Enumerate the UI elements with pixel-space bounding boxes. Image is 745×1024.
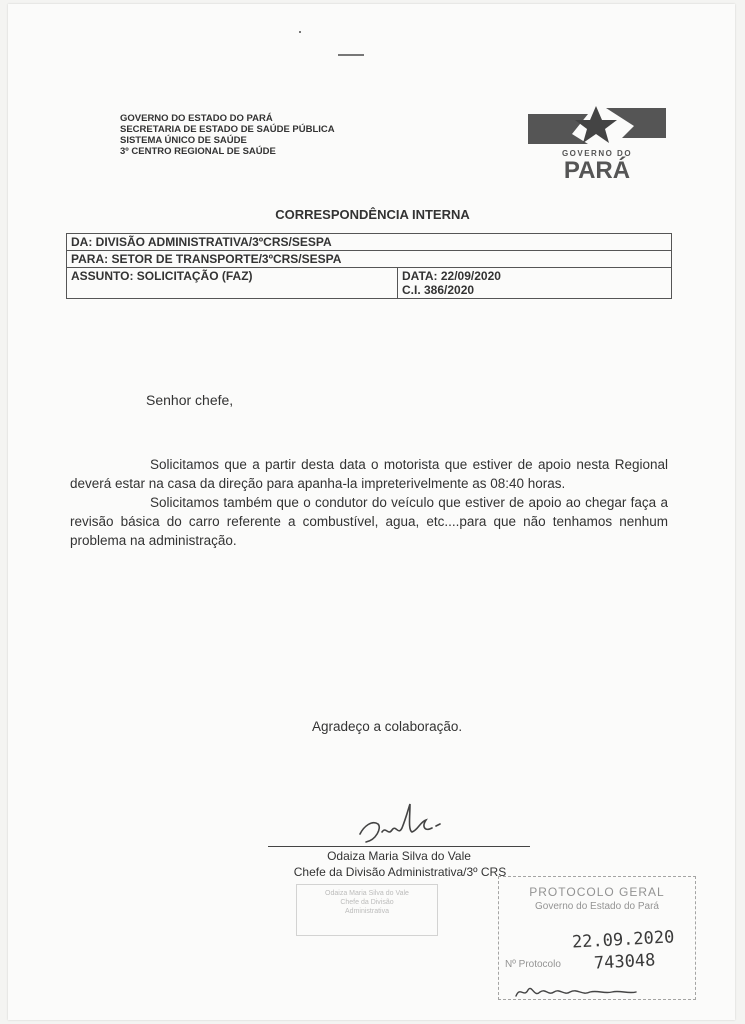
closing: Agradeço a colaboração.	[312, 719, 463, 734]
logo-flag-left-shape	[528, 114, 588, 144]
info-row-from	[67, 234, 672, 251]
letterhead-line-2: SECRETARIA DE ESTADO DE SAÚDE PÚBLICA	[120, 124, 335, 135]
logo-top-text: GOVERNO DO	[561, 149, 633, 158]
faint-stamp-line-2: Chefe da Divisão	[340, 899, 394, 906]
logo-main-text: PARÁ	[563, 157, 631, 184]
protocol-stamp-subtitle: Governo do Estado do Pará	[535, 901, 659, 912]
to-cell: PARA: SETOR DE TRANSPORTE/3ºCRS/SESPA	[67, 251, 672, 268]
info-row-subject	[67, 268, 672, 299]
signer-title: Chefe da Divisão Administrativa/3º CRS	[293, 865, 507, 879]
protocol-stamp-title: PROTOCOLO GERAL	[529, 885, 665, 899]
document-title: CORRESPONDÊNCIA INTERNA	[275, 207, 470, 222]
logo-flag-right-shape	[606, 108, 666, 138]
from-cell: DA: DIVISÃO ADMINISTRATIVA/3ºCRS/SESPA	[67, 234, 672, 251]
governo-para-logo	[526, 104, 668, 186]
letter-body	[70, 455, 668, 550]
info-table	[66, 233, 672, 299]
faint-stamp-line-3: Administrativa	[345, 908, 389, 915]
handwritten-protocol-number: 743048	[593, 950, 656, 974]
signature-line	[268, 846, 530, 847]
letterhead	[120, 113, 335, 157]
date-value: DATA: 22/09/2020	[402, 269, 501, 283]
scan-speck	[299, 31, 301, 33]
letterhead-line-1: GOVERNO DO ESTADO DO PARÁ	[120, 113, 273, 124]
date-ci-cell	[398, 268, 672, 299]
protocol-number-label: Nº Protocolo	[505, 959, 561, 970]
subject-cell: ASSUNTO: SOLICITAÇÃO (FAZ)	[67, 268, 398, 299]
handwritten-initials	[512, 978, 642, 1004]
salutation: Senhor chefe,	[146, 392, 234, 408]
info-row-to	[67, 251, 672, 268]
faint-stamp-line-1: Odaiza Maria Silva do Vale	[325, 890, 409, 897]
ci-number: C.I. 386/2020	[402, 283, 475, 297]
paragraph-1: Solicitamos que a partir desta data o motorista que estiver de apoio nesta Regional deverá estar na casa da direção para apanha-la impreterivelmente as 08:40 horas.	[70, 457, 668, 491]
faint-stamp	[296, 884, 438, 936]
letterhead-line-4: 3º CENTRO REGIONAL DE SAÚDE	[120, 146, 276, 157]
star-icon	[575, 106, 617, 143]
paragraph-2: Solicitamos também que o condutor do veículo que estiver de apoio ao chegar faça a revisão básica do carro referente a combustível, agua, etc....para que não tenhamos nenhum problema na administração.	[70, 495, 668, 548]
scan-mark	[338, 54, 364, 56]
handwritten-date: 22.09.2020	[571, 927, 675, 953]
handwritten-signature	[352, 796, 462, 850]
signer-name: Odaiza Maria Silva do Vale	[327, 849, 471, 863]
letterhead-line-3: SISTEMA ÚNICO DE SAÚDE	[120, 135, 247, 146]
